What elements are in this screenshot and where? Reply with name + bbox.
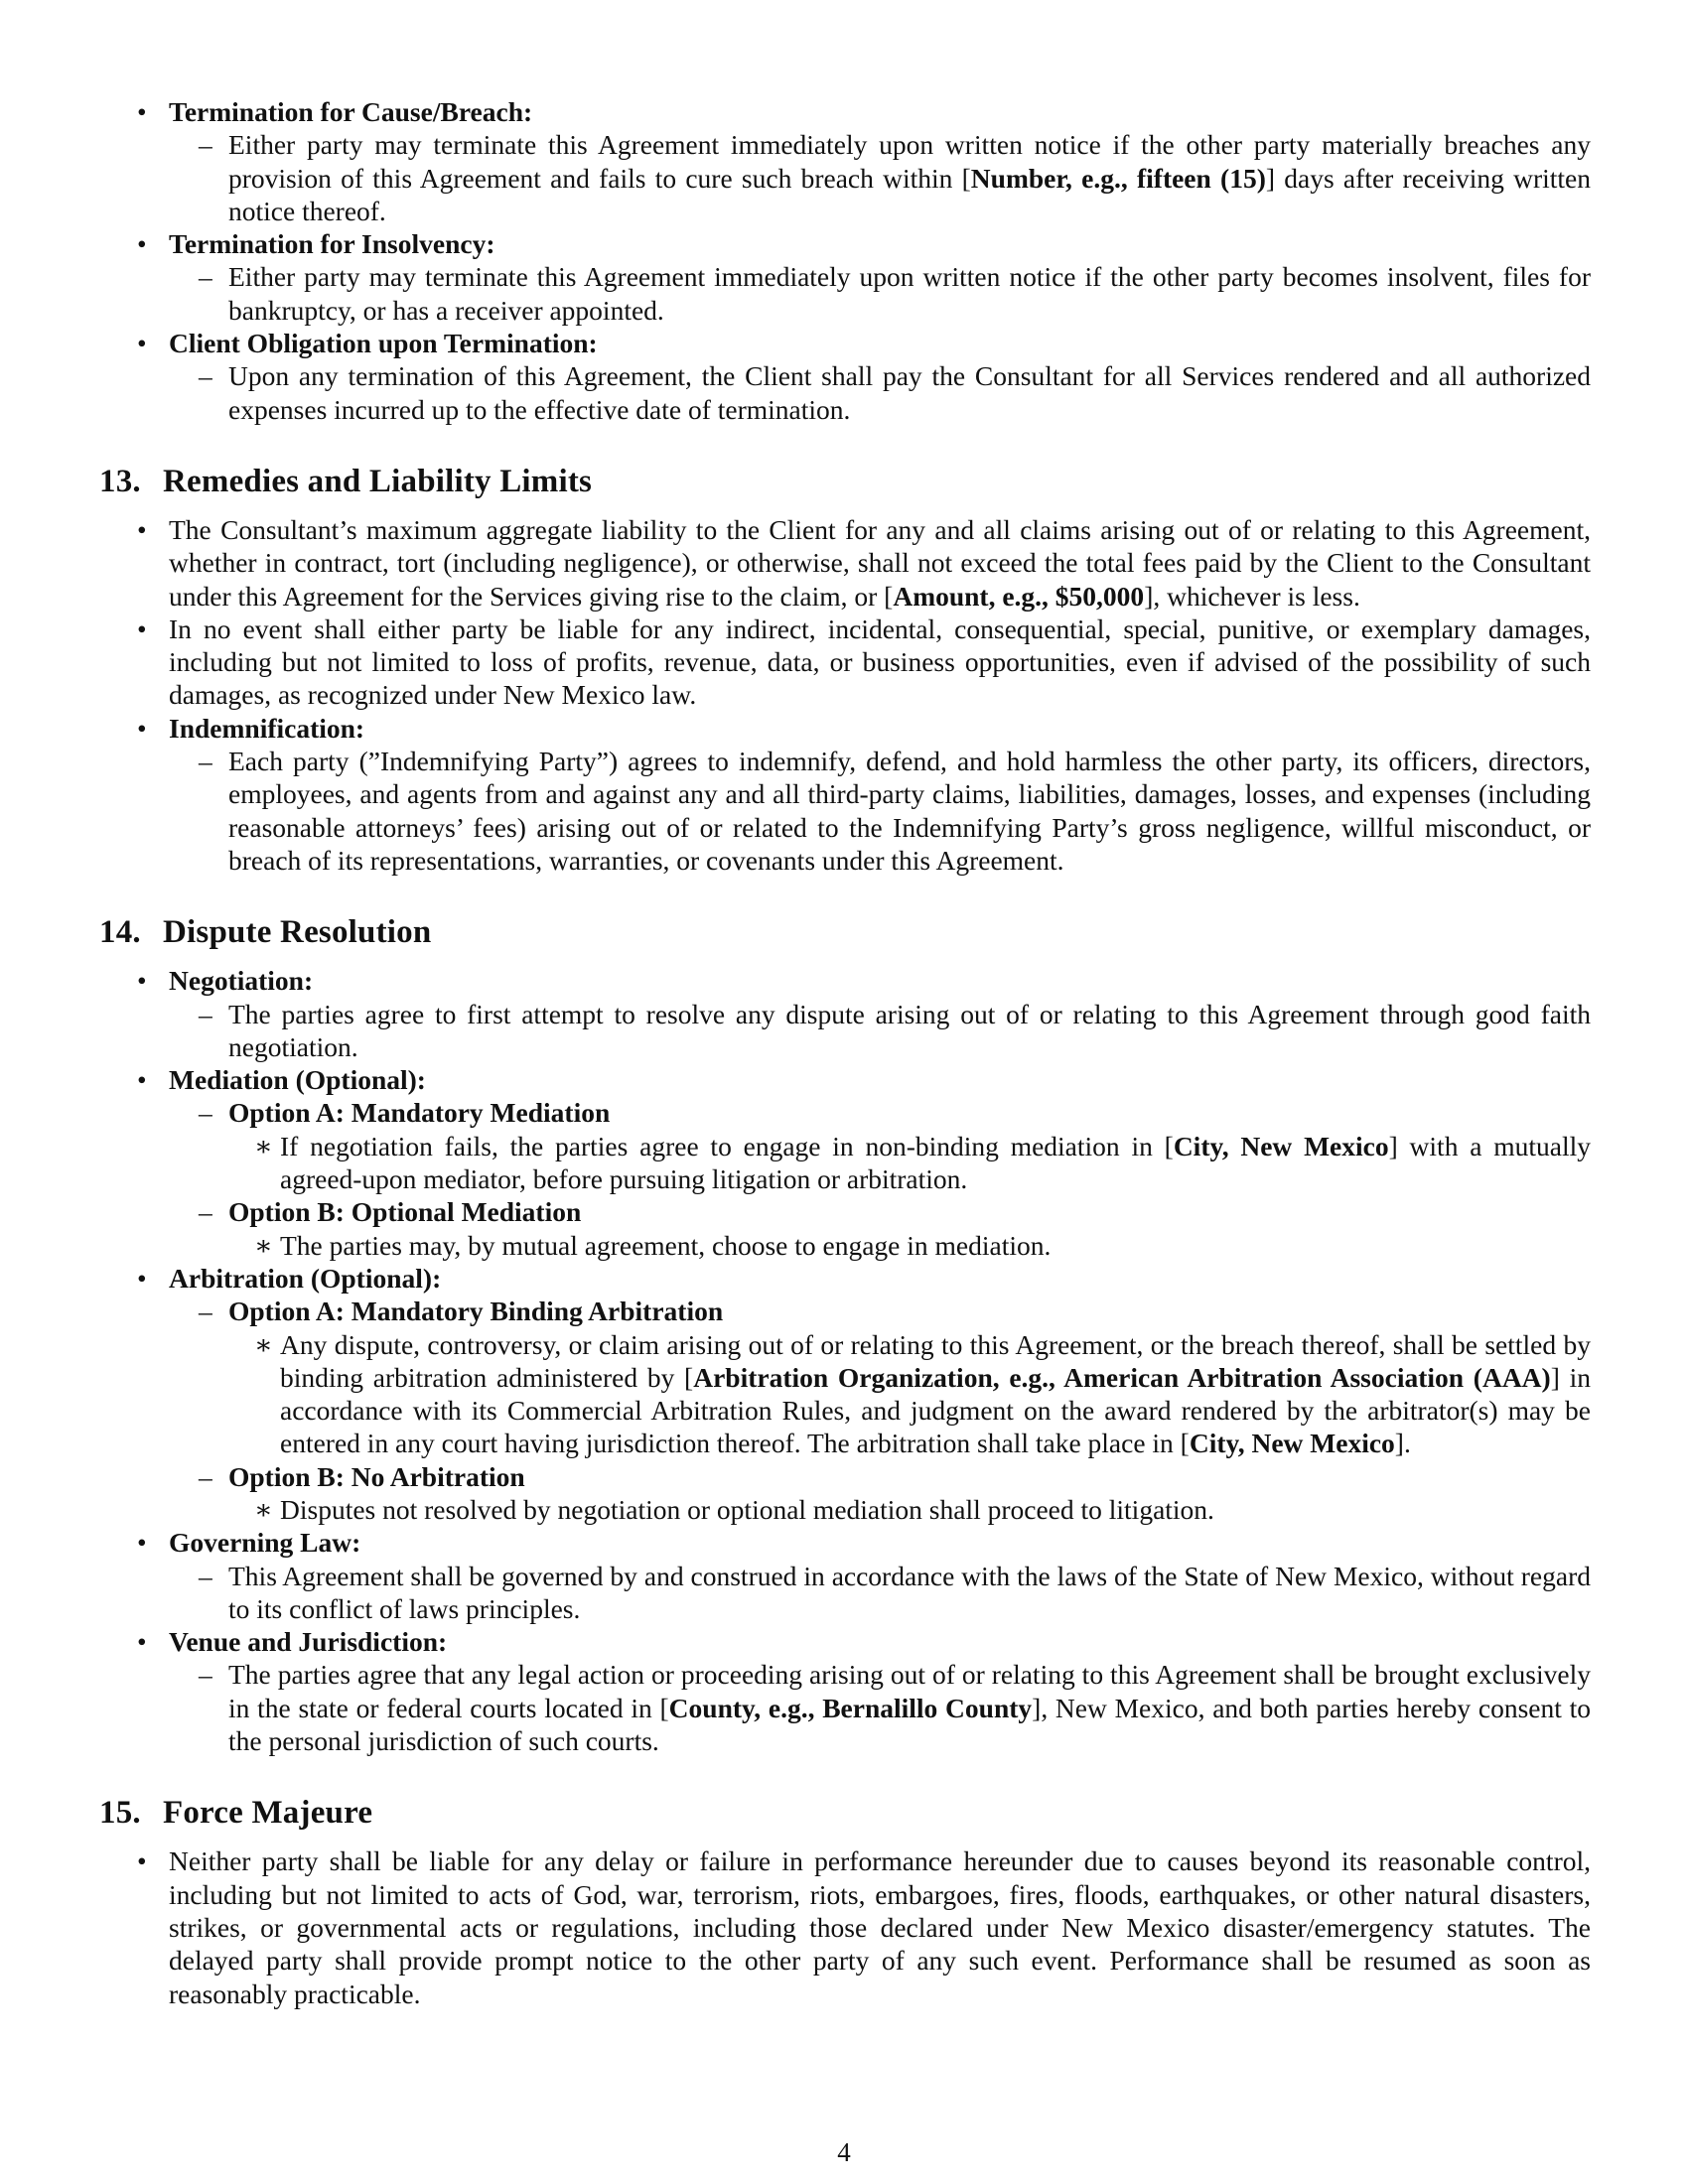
list-item xyxy=(99,964,1591,1063)
option-label: Option B: No Arbitration xyxy=(228,1460,525,1492)
list-item: ∗ Disputes not resolved by negotiation or optional mediation shall proceed to litigation. xyxy=(228,1493,1591,1526)
option-label: Option B: Optional Mediation xyxy=(228,1196,582,1228)
option-label: Option A: Mandatory Binding Arbitration xyxy=(228,1296,724,1327)
item-label: Termination for Insolvency: xyxy=(169,228,495,260)
section-heading-14: 14. Dispute Resolution xyxy=(99,914,432,951)
list-item: ∗ Any dispute, controversy, or claim arising out of or relating to this Agreement, or the breach thereof, shall be settled by binding arbitration administered by [Arbitration Organization, e.g., American Arbitration Association (AAA)] in accordance with its Commercial Arbitration Rules, and judgment on the award rendered by the arbitrator(s) may be entered in any court having jurisdiction thereof. The arbitration shall take place in [City, New Mexico]. xyxy=(228,1328,1591,1460)
item-label: Negotiation: xyxy=(169,965,314,997)
section-heading-15: 15. Force Majeure xyxy=(99,1795,373,1832)
list-item: – Upon any termination of this Agreement, the Client shall pay the Consultant for all Services rendered and all authorized expenses incurred up to the effective date of termination. xyxy=(169,359,1591,426)
item-label: Client Obligation upon Termination: xyxy=(169,328,598,359)
list-item xyxy=(99,227,1591,327)
placeholder-field: Arbitration Organization, e.g., American Arbitration Association (AAA) xyxy=(693,1361,1551,1393)
item-label: Mediation (Optional): xyxy=(169,1064,426,1096)
list-item: • Neither party shall be liable for any delay or failure in performance hereunder due to causes beyond its reasonable control, including but not limited to acts of God, war, terrorism, riots, embargoes, fires, floods, earthquakes, or other natural disasters, strikes, or governmental acts or regulations, including those declared under New Mexico disaster/emergency statutes. The delayed party shall provide prompt notice to the other party of any such event. Performance shall be resumed as soon as reasonably practicable. xyxy=(99,1844,1591,2009)
item-label: Venue and Jurisdiction: xyxy=(169,1626,448,1658)
placeholder-field: City, New Mexico xyxy=(1189,1428,1395,1459)
list-item: – The parties agree to first attempt to resolve any dispute arising out of or relating to this Agreement through good faith negotiation. xyxy=(169,998,1591,1064)
list-item: • The Consultant’s maximum aggregate liability to the Client for any and all claims arising out of or relating to this Agreement, whether in contract, tort (including negligence), or otherwise, shall not exceed the total fees paid by the Client to the Consultant under this Agreement for the Services giving rise to the claim, or [Amount, e.g., $50,000], whichever is less. xyxy=(99,513,1591,613)
list-item: – Either party may terminate this Agreement immediately upon written notice if the other party materially breaches any provision of this Agreement and fails to cure such breach within [Number, e.g., fifteen (15)] days after receiving written notice thereof. xyxy=(169,128,1591,227)
dispute-list xyxy=(99,964,1591,1757)
list-item xyxy=(99,712,1591,877)
list-item: ∗ If negotiation fails, the parties agree to engage in non-binding mediation in [City, New Mexico] with a mutually agreed-upon mediator, before pursuing litigation or arbitration. xyxy=(228,1130,1591,1196)
list-item: • In no event shall either party be liable for any indirect, incidental, consequential, special, punitive, or exemplary damages, including but not limited to loss of profits, revenue, data, or business opportunities, even if advised of the possibility of such damages, as recognized under New Mexico law. xyxy=(99,613,1591,712)
list-item xyxy=(99,95,1591,227)
page-number: 4 xyxy=(837,2137,851,2167)
item-label: Governing Law: xyxy=(169,1527,361,1559)
placeholder-field: County, e.g., Bernalillo County xyxy=(668,1692,1033,1723)
list-item: – Each party (”Indemnifying Party”) agrees to indemnify, defend, and hold harmless the other party, its officers, directors, employees, and agents from and against any and all third-party claims, liabilities, damages, losses, and expenses (including reasonable attorneys’ fees) arising out of or related to the Indemnifying Party’s gross negligence, willful misconduct, or breach of its representations, warranties, or covenants under this Agreement. xyxy=(169,745,1591,877)
termination-list xyxy=(99,95,1591,426)
document-body xyxy=(99,95,1591,2010)
list-item xyxy=(169,1195,1591,1262)
placeholder-field: City, New Mexico xyxy=(1173,1130,1389,1161)
section-heading-13: 13. Remedies and Liability Limits xyxy=(99,463,593,499)
list-item: ∗ The parties may, by mutual agreement, choose to engage in mediation. xyxy=(228,1229,1591,1262)
list-item xyxy=(169,1295,1591,1459)
item-label: Termination for Cause/Breach: xyxy=(169,96,533,127)
list-item: – The parties agree that any legal action or proceeding arising out of or relating to this Agreement shall be brought exclusively in the state or federal courts located in [County, e.g., Bernalillo County], New Mexico, and both parties hereby consent to the personal jurisdiction of such courts. xyxy=(169,1658,1591,1757)
force-majeure-list xyxy=(99,1844,1591,2009)
list-item xyxy=(169,1096,1591,1195)
list-item: – Either party may terminate this Agreement immediately upon written notice if the other party becomes insolvent, files for bankruptcy, or has a receiver appointed. xyxy=(169,260,1591,327)
placeholder-field: Amount, e.g., $50,000 xyxy=(893,580,1145,612)
item-label: Arbitration (Optional): xyxy=(169,1262,442,1294)
liability-list xyxy=(99,513,1591,877)
option-label: Option A: Mandatory Mediation xyxy=(228,1097,611,1129)
placeholder-field: Number, e.g., fifteen (15) xyxy=(970,162,1266,194)
list-item xyxy=(99,1063,1591,1262)
item-label: Indemnification: xyxy=(169,712,365,744)
list-item xyxy=(99,1625,1591,1757)
list-item xyxy=(99,327,1591,426)
list-item: – This Agreement shall be governed by and construed in accordance with the laws of the State of New Mexico, without regard to its conflict of laws principles. xyxy=(169,1560,1591,1626)
list-item xyxy=(99,1526,1591,1625)
list-item xyxy=(169,1460,1591,1527)
list-item xyxy=(99,1262,1591,1526)
